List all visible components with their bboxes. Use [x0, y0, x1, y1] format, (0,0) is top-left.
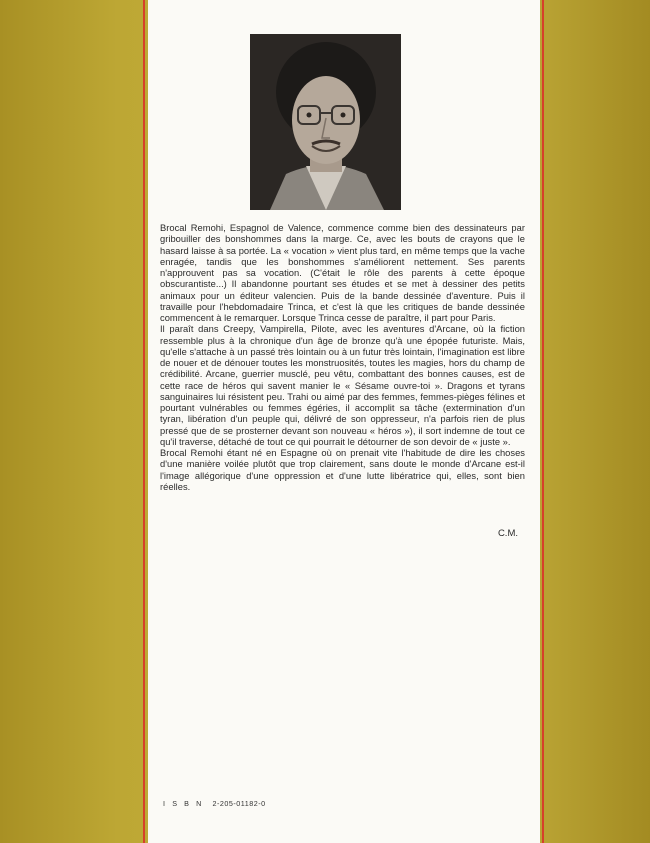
- portrait-illustration: [250, 34, 401, 210]
- bio-paragraph: Brocal Remohi, Espagnol de Valence, commence comme bien des dessinateurs par gribouiller des bonshommes dans la marge. Ce, avec les bouts de crayons que le hasard laisse à sa portée. La « vocation » vient plus tard, en même temps que la vache enragée, tandis que les bonshommes s'améliorent nettement. Ses parents n'approuvent pas sa vocation. (C'était le rôle des parents à cette époque obscurantiste...) Il abandonne pourtant ses études et se met à dessiner des petits animaux pour un éditeur valencien. Puis de la bande dessinée d'aventure. Puis il travaille pour l'hebdomadaire Trinca, et c'est là que les critiques de bande dessinée commencent à le remarquer. Lorsque Trinca cesse de paraître, il part pour Paris.: [160, 223, 525, 323]
- left-red-rule: [143, 0, 145, 843]
- isbn-line: [163, 799, 266, 808]
- isbn-number: 2-205-01182-0: [212, 799, 266, 808]
- bio-paragraph: Brocal Remohi étant né en Espagne où on prenait vite l'habitude de dire les choses d'une manière voilée plutôt que trop clairement, sans doute le monde d'Arcane est-il l'image allégorique d'une oppression et d'une lutte libératrice qui, elles, sont bien réelles.: [160, 448, 525, 492]
- back-cover-panel: [148, 0, 540, 843]
- isbn-label: I S B N: [163, 799, 204, 808]
- author-biography: [160, 223, 525, 493]
- author-portrait-photo: [250, 34, 401, 210]
- bio-paragraph: Il paraît dans Creepy, Vampirella, Pilote, avec les aventures d'Arcane, où la fiction ressemble plus à la chronique d'un âge de bronze qu'à une épopée futuriste. Mais, qu'elle s'attache à un passé très lointain ou à un futur très lointain, l'imagination est libre de nouer et de dénouer toutes les monstruosités, toutes les magies, hors du champ de crédibilité. Arcane, guerrier musclé, peu vêtu, combattant des bonnes causes, est de cette race de héros qui savent manier le « Sésame ouvre-toi ». Dragons et tyrans sanguinaires lui résistent peu. Trahi ou aimé par des femmes, femmes-pièges félines et pourtant vulnérables ou femmes égéries, il accomplit sa tâche (extermination d'un tyran, libération d'un peuple qui, délivré de son oppresseur, n'a parfois rien de plus pressé que de se prosterner devant son nouveau « héros »), il sort indemne de tout ce qu'il traverse, détaché de tout ce qui pourrait le détourner de son devoir de « juste ».: [160, 324, 525, 447]
- author-signature: C.M.: [497, 528, 518, 539]
- right-red-rule: [542, 0, 544, 843]
